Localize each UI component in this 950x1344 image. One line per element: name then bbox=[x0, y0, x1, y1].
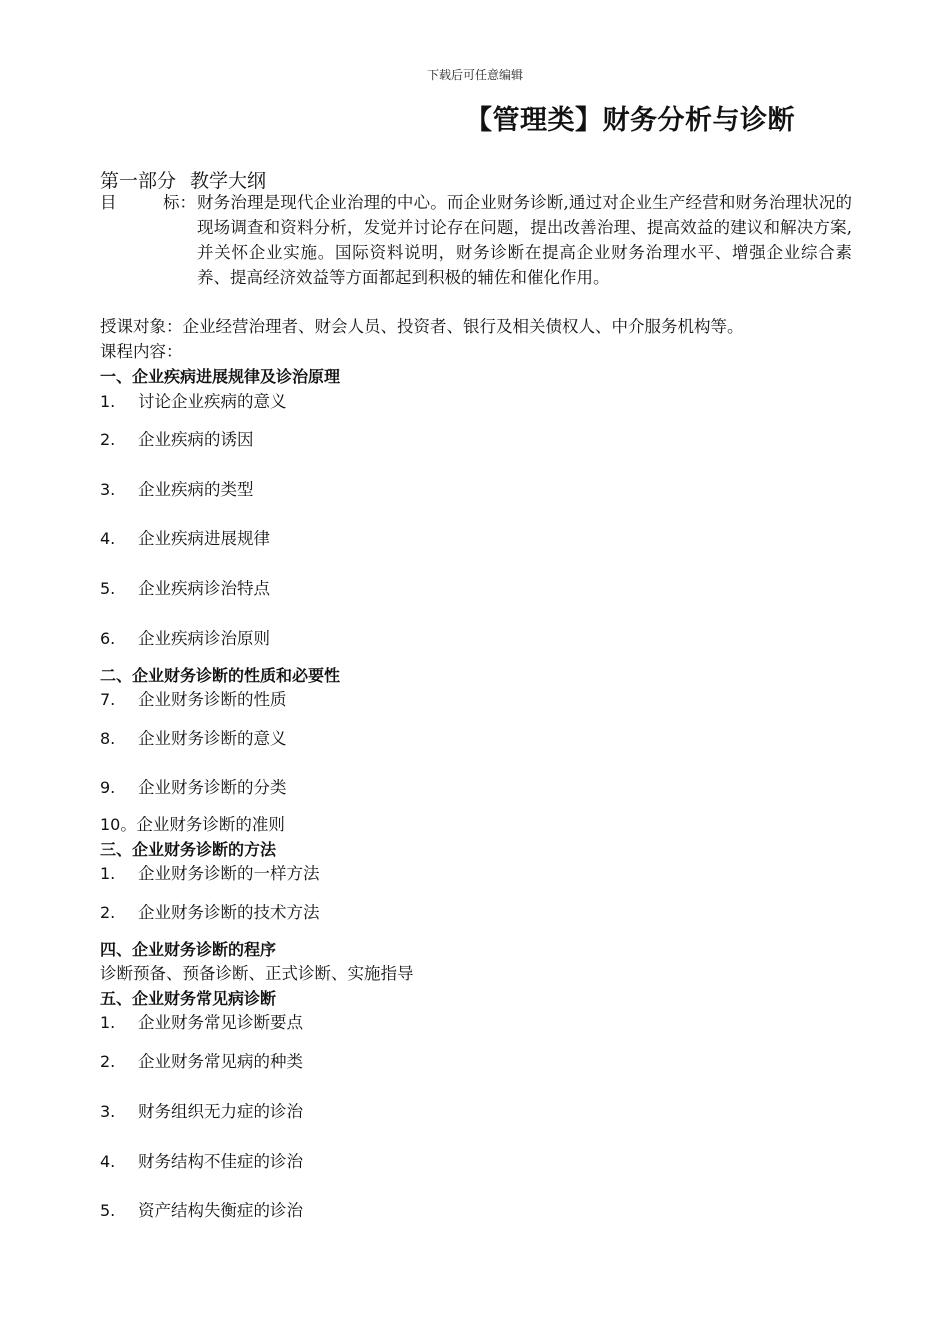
list-item: 9. 企业财务诊断的分类 bbox=[100, 778, 287, 797]
section-heading-3: 三、企业财务诊断的方法 bbox=[100, 840, 277, 859]
section-heading-1: 一、企业疾病进展规律及诊治原理 bbox=[100, 367, 341, 386]
list-item: 2. 企业财务诊断的技术方法 bbox=[100, 903, 320, 922]
list-item: 5. 资产结构失衡症的诊治 bbox=[100, 1201, 303, 1220]
list-item: 2. 企业疾病的诱因 bbox=[100, 430, 254, 449]
list-item: 4. 财务结构不佳症的诊治 bbox=[100, 1152, 303, 1171]
list-item: 1. 企业财务常见诊断要点 bbox=[100, 1013, 303, 1032]
section-heading-4: 四、企业财务诊断的程序 bbox=[100, 940, 277, 959]
procedure-line: 诊断预备、预备诊断、正式诊断、实施指导 bbox=[100, 964, 414, 983]
page-header-note: 下载后可任意编辑 bbox=[426, 68, 523, 82]
content-label: 课程内容： bbox=[100, 342, 183, 361]
section-heading-5: 五、企业财务常见病诊断 bbox=[100, 989, 277, 1008]
audience-text: 企业经营治理者、财会人员、投资者、银行及相关债权人、中介服务机构等。 bbox=[182, 317, 744, 336]
list-item: 1. 企业财务诊断的一样方法 bbox=[100, 864, 320, 883]
audience-line bbox=[100, 316, 744, 338]
list-item: 8. 企业财务诊断的意义 bbox=[100, 729, 287, 748]
list-item: 6. 企业疾病诊治原则 bbox=[100, 629, 270, 648]
list-item: 10。企业财务诊断的准则 bbox=[100, 815, 285, 834]
list-item: 3. 企业疾病的类型 bbox=[100, 480, 254, 499]
section-heading-2: 二、企业财务诊断的性质和必要性 bbox=[100, 666, 341, 685]
objective-text: 财务治理是现代企业治理的中心。而企业财务诊断,通过对企业生产经营和财务治理状况的现场调查和资料分析，发觉并讨论存在问题，提出改善治理、提高效益的建议和解决方案,并关怀企业实施。国际资料说明，财务诊断在提高企业财务治理水平、增强企业综合素养、提高经济效益等方面都起到积极的辅佐和催化作用。 bbox=[197, 193, 852, 287]
list-item: 5. 企业疾病诊治特点 bbox=[100, 579, 270, 598]
part-heading bbox=[100, 166, 266, 193]
list-item: 7. 企业财务诊断的性质 bbox=[100, 690, 287, 709]
part-name: 教学大纲 bbox=[190, 170, 267, 192]
objective-label: 目 标： bbox=[100, 193, 196, 212]
list-item: 3. 财务组织无力症的诊治 bbox=[100, 1102, 303, 1121]
list-item: 1. 讨论企业疾病的意义 bbox=[100, 392, 287, 411]
part-label: 第一部分 bbox=[100, 170, 177, 192]
list-item: 4. 企业疾病进展规律 bbox=[100, 529, 270, 548]
document-title: 【管理类】财务分析与诊断 bbox=[465, 105, 795, 136]
list-item: 2. 企业财务常见病的种类 bbox=[100, 1052, 303, 1071]
audience-label: 授课对象： bbox=[100, 317, 183, 336]
